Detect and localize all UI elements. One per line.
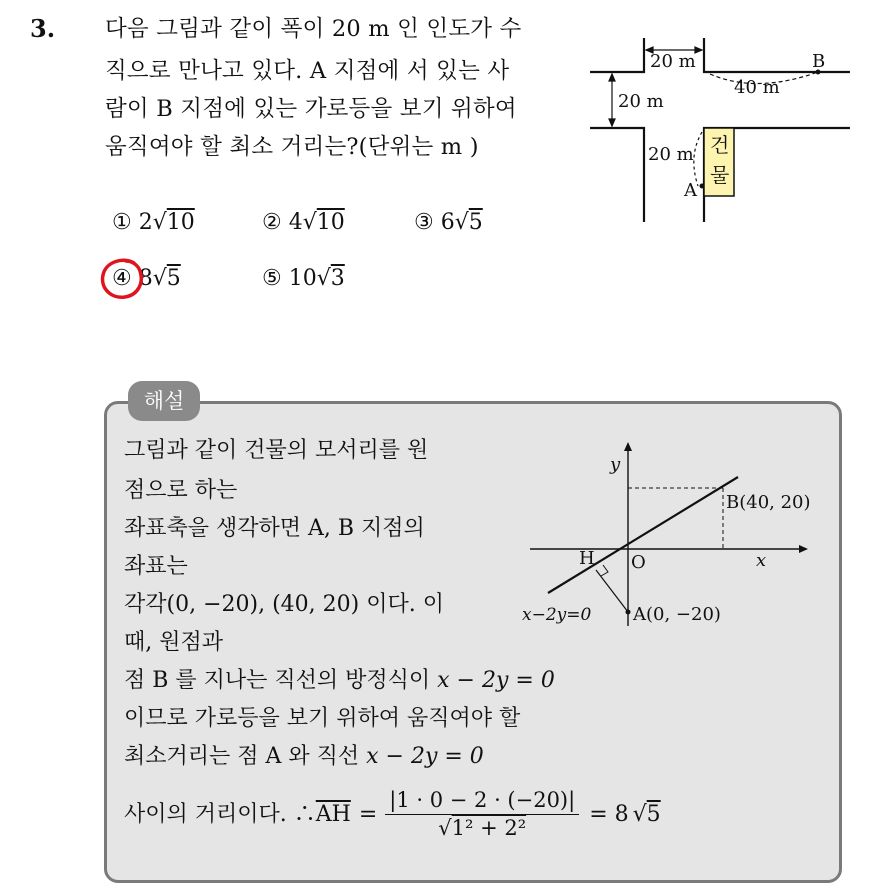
sqrt-expression: √3 <box>316 266 345 291</box>
sqrt-expression: √10 <box>152 210 195 235</box>
label-distance: 40 m <box>734 77 780 98</box>
x-axis-arrow <box>799 545 808 553</box>
point-a-dot <box>626 610 631 615</box>
choice-coef: 8 <box>138 266 153 291</box>
answer-circle-mark <box>98 255 148 303</box>
choice-5[interactable] <box>262 266 345 291</box>
solution-line-10: 사이의 거리이다. ∴ $\overline{AH}$ = $\frac{|1 \cdot 0 - 2 \cdot (-20)|}{\text{√1² + 2²}}$ = 8 √5 <box>124 788 661 840</box>
line-equation: x − 2y = 0 <box>437 668 555 693</box>
street-figure <box>586 36 856 226</box>
solution-line-1: 그림과 같이 건물의 모서리를 원 <box>124 438 429 463</box>
choice-mark: ① <box>112 210 132 235</box>
line-label: x−2y=0 <box>522 605 592 625</box>
street-edge-top-right <box>704 38 850 72</box>
choice-1[interactable] <box>112 210 195 235</box>
point-b-label: B(40, 20) <box>726 492 811 513</box>
question-line-3: 람이 B 지점에 있는 가로등을 보기 위하여 <box>105 96 517 122</box>
sqrt-expression: √10 <box>302 210 345 235</box>
solution-line-4: 좌표는 <box>124 554 188 579</box>
point-a-label: A(0, −20) <box>633 604 721 625</box>
choice-mark: ④ <box>112 266 132 291</box>
label-width-side: 20 m <box>648 144 694 165</box>
choice-2[interactable] <box>262 210 345 235</box>
solution-tag: 해설 <box>128 381 200 421</box>
street-edge-bottom-left <box>590 128 644 222</box>
choice-coef: 4 <box>288 210 303 235</box>
point-a-dot <box>700 184 705 189</box>
point-h-label: H <box>579 548 595 569</box>
solution-line-9: 최소거리는 점 A 와 직선 x − 2y = 0 <box>124 744 484 769</box>
label-width-left: 20 m <box>618 91 664 112</box>
fraction-denominator: √1² + 2² <box>438 816 527 840</box>
choice-coef: 10 <box>288 266 317 291</box>
sqrt-expression: √5 <box>454 210 483 235</box>
label-point-a: A <box>684 180 697 201</box>
y-axis-label: y <box>610 454 621 475</box>
origin-label: O <box>631 552 646 573</box>
solution-line-3: 좌표축을 생각하면 A, B 지점의 <box>124 516 425 541</box>
x-axis-label: x <box>756 550 767 571</box>
y-axis-arrow <box>624 442 632 451</box>
label-width-top: 20 m <box>650 51 696 72</box>
question-line-2: 직으로 만나고 있다. A 지점에 서 있는 사 <box>105 58 510 84</box>
sqrt-expression: √5 <box>152 266 181 291</box>
perpendicular-ah <box>596 570 628 612</box>
result: = 8 <box>589 801 629 827</box>
solution-line-8: 이므로 가로등을 보기 위하여 움직여야 할 <box>124 706 521 731</box>
choice-mark: ⑤ <box>262 266 282 291</box>
fraction-numerator: |1 · 0 − 2 · (−20)| <box>385 790 579 815</box>
solution-line-2: 점으로 하는 <box>124 478 238 503</box>
label-building-1: 건 <box>710 133 730 157</box>
label-point-b: B <box>812 51 826 72</box>
choice-coef: 2 <box>138 210 153 235</box>
question-number: 3. <box>30 14 56 43</box>
distance-fraction <box>385 790 579 839</box>
right-angle-mark <box>601 565 608 576</box>
choice-coef: 6 <box>440 210 455 235</box>
dimension-arc-side <box>694 132 702 186</box>
line-equation: x − 2y = 0 <box>366 744 484 769</box>
choice-mark: ③ <box>414 210 434 235</box>
solution-line-5: 각각(0, −20), (40, 20) 이다. 이 <box>124 592 444 617</box>
choice-3[interactable] <box>414 210 483 235</box>
question-line-4: 움직여야 할 최소 거리는?(단위는 m ) <box>105 134 479 160</box>
line-x-minus-2y <box>548 477 738 593</box>
solution-line-6: 때, 원점과 <box>124 630 223 655</box>
question-line-1: 다음 그림과 같이 폭이 20 m 인 인도가 수 <box>105 16 522 42</box>
coordinate-figure <box>518 436 818 636</box>
segment-ah: $\overline{AH}$ <box>315 801 351 827</box>
solution-line-7: 점 B 를 지나는 직선의 방정식이 x − 2y = 0 <box>124 668 555 693</box>
label-building-2: 물 <box>710 163 730 187</box>
street-edge-top-left <box>590 38 644 72</box>
choice-mark: ② <box>262 210 282 235</box>
